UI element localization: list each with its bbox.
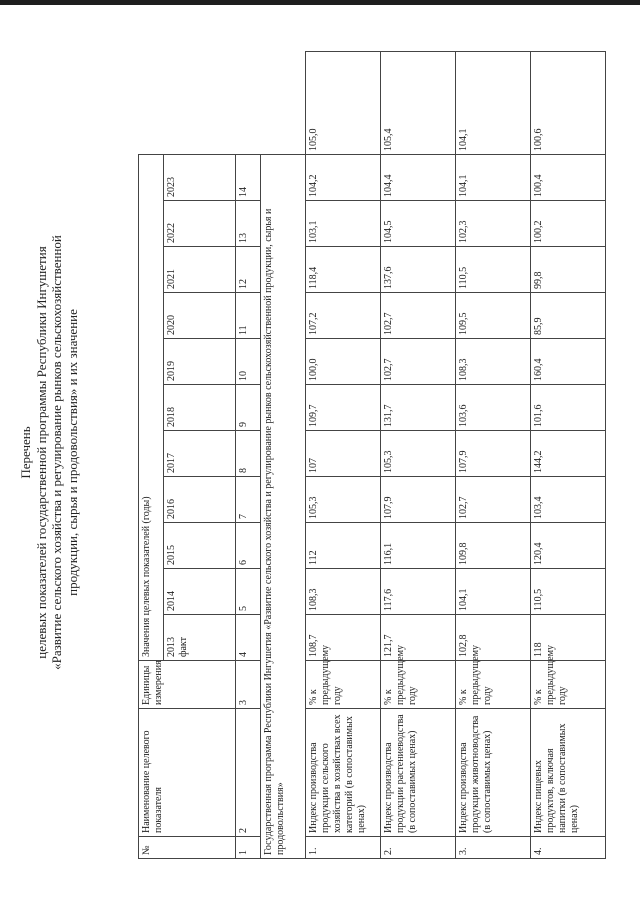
column-number: 1 bbox=[236, 837, 261, 859]
value-cell: 105,0 bbox=[306, 52, 381, 155]
value-cell: 85,9 bbox=[531, 293, 606, 339]
value-cell: 118 bbox=[531, 615, 606, 661]
header-year: 2022 bbox=[164, 201, 236, 247]
indicator-unit: % к предыдущему году bbox=[306, 661, 381, 709]
value-cell: 131,7 bbox=[381, 385, 456, 431]
value-cell: 104,1 bbox=[456, 155, 531, 201]
value-cell: 110,5 bbox=[531, 569, 606, 615]
value-cell: 100,2 bbox=[531, 201, 606, 247]
column-number: 9 bbox=[236, 385, 261, 431]
column-number: 12 bbox=[236, 247, 261, 293]
title-line-3: «Развитие сельского хозяйства и регулирование рынков сельскохозяйственной bbox=[49, 235, 64, 670]
header-year: 2020 bbox=[164, 293, 236, 339]
value-cell: 107 bbox=[306, 431, 381, 477]
value-cell: 117,6 bbox=[381, 569, 456, 615]
value-cell: 120,4 bbox=[531, 523, 606, 569]
indicator-unit: % к предыдущему году bbox=[456, 661, 531, 709]
header-year: 2017 bbox=[164, 431, 236, 477]
column-number: 4 bbox=[236, 615, 261, 661]
column-number: 2 bbox=[236, 709, 261, 837]
header-number: № bbox=[139, 837, 236, 859]
column-number: 7 bbox=[236, 477, 261, 523]
value-cell: 105,3 bbox=[306, 477, 381, 523]
value-cell: 107,9 bbox=[381, 477, 456, 523]
column-number: 10 bbox=[236, 339, 261, 385]
table-row bbox=[456, 52, 531, 859]
table-row bbox=[306, 52, 381, 859]
row-number: 1. bbox=[306, 837, 381, 859]
value-cell: 103,1 bbox=[306, 201, 381, 247]
header-year: 2015 bbox=[164, 523, 236, 569]
value-cell: 110,5 bbox=[456, 247, 531, 293]
header-year: 2018 bbox=[164, 385, 236, 431]
value-cell: 108,7 bbox=[306, 615, 381, 661]
value-cell: 104,1 bbox=[456, 52, 531, 155]
title-line-2: целевых показателей государственной программы Республики Ингушетия bbox=[33, 246, 49, 659]
value-cell: 108,3 bbox=[456, 339, 531, 385]
value-cell: 105,3 bbox=[381, 431, 456, 477]
header-year: 2016 bbox=[164, 477, 236, 523]
value-cell: 104,2 bbox=[306, 155, 381, 201]
title-line-4: продукции, сырья и продовольствия» и их значение bbox=[64, 309, 80, 596]
indicator-name: Индекс производства продукции животноводства (в сопоставимых ценах) bbox=[456, 709, 531, 837]
indicators-table bbox=[138, 51, 606, 859]
header-year: 2023 bbox=[164, 155, 236, 201]
column-number: 5 bbox=[236, 569, 261, 615]
header-indicator-name: Наименование целевого показателя bbox=[139, 709, 236, 837]
program-section-title: Государственная программа Республики Ингушетия «Развитие сельского хозяйства и регулирование рынков сельскохозяйственной продукции, сырья и продовольствия» bbox=[261, 155, 306, 859]
value-cell: 160,4 bbox=[531, 339, 606, 385]
value-cell: 102,7 bbox=[381, 339, 456, 385]
header-target-values: Значения целевых показателей (годы) bbox=[139, 155, 164, 661]
column-number: 8 bbox=[236, 431, 261, 477]
value-cell: 102,7 bbox=[381, 293, 456, 339]
value-cell: 109,5 bbox=[456, 293, 531, 339]
column-number: 11 bbox=[236, 293, 261, 339]
value-cell: 100,0 bbox=[306, 339, 381, 385]
value-cell: 108,3 bbox=[306, 569, 381, 615]
value-cell: 103,6 bbox=[456, 385, 531, 431]
value-cell: 104,4 bbox=[381, 155, 456, 201]
indicator-name: Индекс пищевых продуктов, включая напитки (в сопоставимых ценах) bbox=[531, 709, 606, 837]
column-number: 3 bbox=[236, 661, 261, 709]
indicator-name: Индекс производства продукции сельского хозяйства в хозяйствах всех категорий (в сопоставимых ценах) bbox=[306, 709, 381, 837]
value-cell: 118,4 bbox=[306, 247, 381, 293]
indicator-name: Индекс производства продукции растениеводства (в сопоставимых ценах) bbox=[381, 709, 456, 837]
header-year: 2013 факт bbox=[164, 615, 236, 661]
value-cell: 100,6 bbox=[531, 52, 606, 155]
value-cell: 100,4 bbox=[531, 155, 606, 201]
value-cell: 104,1 bbox=[456, 569, 531, 615]
value-cell: 109,7 bbox=[306, 385, 381, 431]
row-number: 3. bbox=[456, 837, 531, 859]
value-cell: 121,7 bbox=[381, 615, 456, 661]
indicator-unit: % к предыдущему году bbox=[531, 661, 606, 709]
value-cell: 112 bbox=[306, 523, 381, 569]
indicator-unit: % к предыдущему году bbox=[381, 661, 456, 709]
value-cell: 107,2 bbox=[306, 293, 381, 339]
value-cell: 105,4 bbox=[381, 52, 456, 155]
value-cell: 144,2 bbox=[531, 431, 606, 477]
table-row bbox=[531, 52, 606, 859]
value-cell: 102,8 bbox=[456, 615, 531, 661]
row-number: 2. bbox=[381, 837, 456, 859]
value-cell: 107,9 bbox=[456, 431, 531, 477]
header-unit: Единицы измерения bbox=[139, 661, 236, 709]
value-cell: 101,6 bbox=[531, 385, 606, 431]
value-cell: 99,8 bbox=[531, 247, 606, 293]
header-year: 2021 bbox=[164, 247, 236, 293]
column-number: 6 bbox=[236, 523, 261, 569]
header-year: 2019 bbox=[164, 339, 236, 385]
value-cell: 109,8 bbox=[456, 523, 531, 569]
value-cell: 103,4 bbox=[531, 477, 606, 523]
value-cell: 137,6 bbox=[381, 247, 456, 293]
value-cell: 102,7 bbox=[456, 477, 531, 523]
title-line-1: Перечень bbox=[18, 426, 33, 479]
value-cell: 104,5 bbox=[381, 201, 456, 247]
value-cell: 102,3 bbox=[456, 201, 531, 247]
table-row bbox=[381, 52, 456, 859]
value-cell: 116,1 bbox=[381, 523, 456, 569]
column-number: 14 bbox=[236, 155, 261, 201]
row-number: 4. bbox=[531, 837, 606, 859]
document-title bbox=[18, 0, 80, 905]
header-year: 2014 bbox=[164, 569, 236, 615]
column-number: 13 bbox=[236, 201, 261, 247]
